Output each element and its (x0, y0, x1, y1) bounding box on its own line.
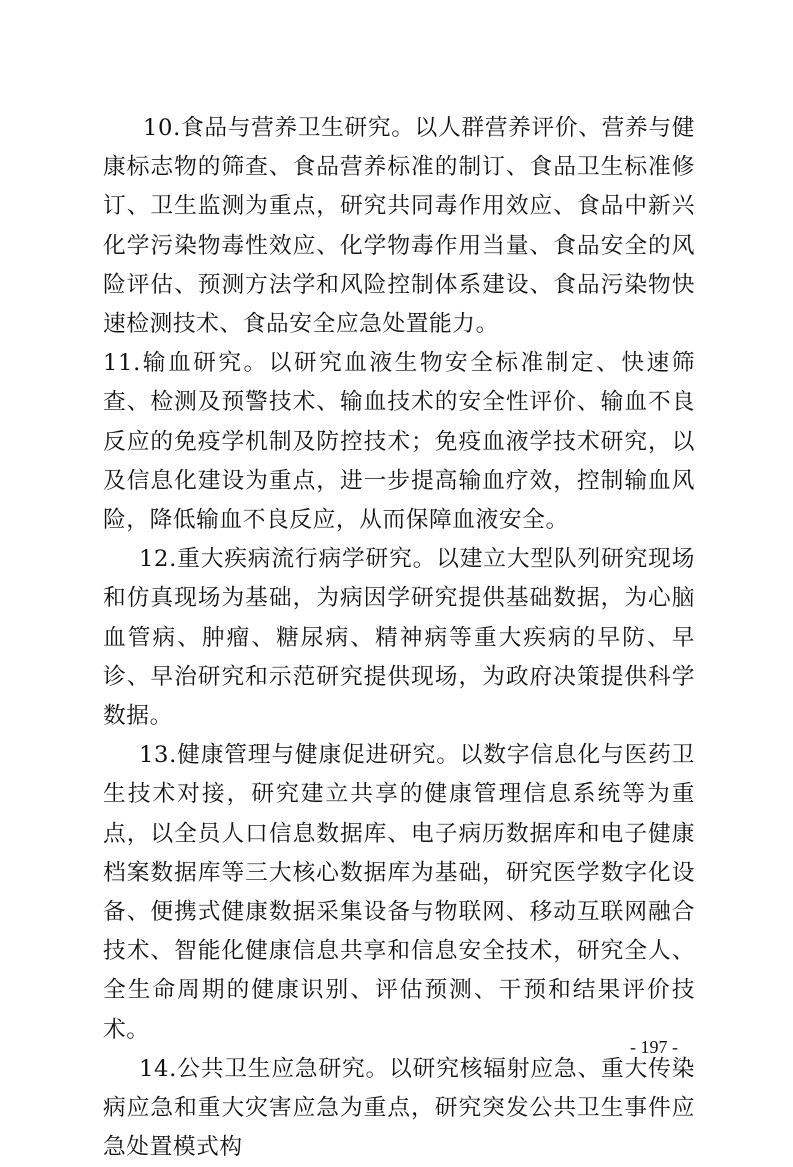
paragraph-public-health-emergency: 14.公共卫生应急研究。以研究核辐射应急、重大传染病应急和重大灾害应急为重点，研究突发公共卫生事件应急处置模式构 (103, 1055, 695, 1161)
paragraph-food-nutrition-hygiene: 10.食品与营养卫生研究。以人群营养评价、营养与健康标志物的筛查、食品营养标准的制订、食品卫生标准修订、卫生监测为重点，研究共同毒作用效应、食品中新兴化学污染物毒性效应、化学物毒作用当量、食品安全的风险评估、预测方法学和风险控制体系建设、食品污染物快速检测技术、食品安全应急处置能力。 (103, 115, 695, 338)
paragraph-blood-transfusion: 11.输血研究。以研究血液生物安全标准制定、快速筛查、检测及预警技术、输血技术的安全性评价、输血不良反应的免疫学机制及防控技术；免疫血液学技术研究，以及信息化建设为重点，进一步提高输血疗效，控制输血风险，降低输血不良反应，从而保障血液安全。 (103, 350, 695, 534)
paragraph-health-management-promotion: 13.健康管理与健康促进研究。以数字信息化与医药卫生技术对接，研究建立共享的健康管理信息系统等为重点，以全员人口信息数据库、电子病历数据库和电子健康档案数据库等三大核心数据库为基础，研究医学数字化设备、便携式健康数据采集设备与物联网、移动互联网融合技术、智能化健康信息共享和信息安全技术，研究全人、全生命周期的健康识别、评估预测、干预和结果评价技术。 (103, 742, 695, 1043)
body-text (103, 109, 695, 1167)
paragraph-major-disease-epidemiology: 12.重大疾病流行病学研究。以建立大型队列研究现场和仿真现场为基础，为病因学研究提供基础数据，为心脑血管病、肿瘤、糖尿病、精神病等重大疾病的早防、早诊、早治研究和示范研究提供现场，为政府决策提供科学数据。 (103, 546, 695, 730)
page-number: - 197 - (630, 1037, 678, 1057)
